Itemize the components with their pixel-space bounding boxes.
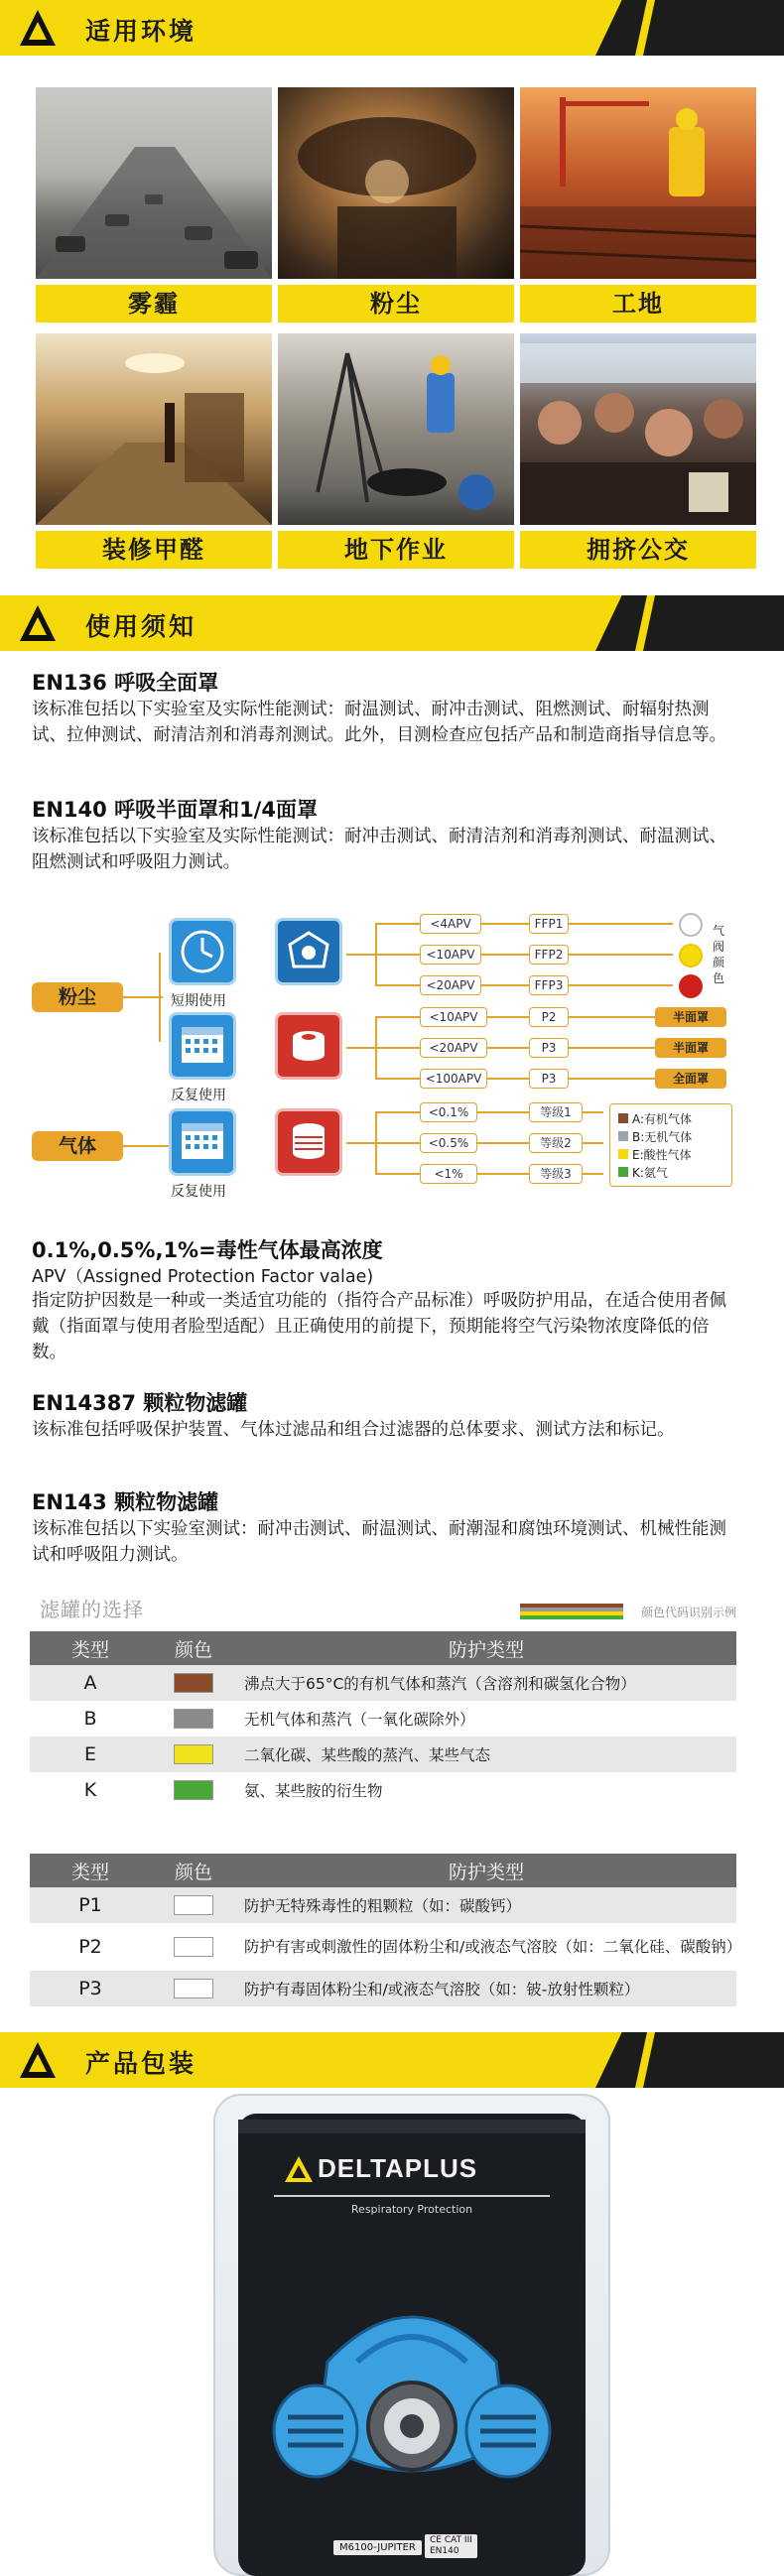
gas-category: 气体: [32, 1131, 123, 1161]
table-row: A 沸点大于65°C的有机气体和蒸汽（含溶剂和碳氢化合物）: [30, 1665, 736, 1701]
deltaplus-logo-icon: [284, 2155, 314, 2183]
ffp-pill: FFP1: [529, 914, 569, 934]
mask-type-pill: 半面罩: [655, 1007, 726, 1027]
valve-dot-yellow: [679, 944, 703, 967]
legend-item-b: B:无机气体: [618, 1128, 692, 1146]
env-label: 粉尘: [278, 285, 514, 322]
color-swatch: [174, 1780, 213, 1800]
color-swatch: [174, 1673, 213, 1693]
section-header-environment: [0, 0, 784, 56]
color-swatch: [174, 1895, 213, 1915]
env-card-bus: [520, 333, 756, 569]
smog-photo: [36, 87, 272, 279]
valve-dot-white: [679, 913, 703, 937]
valve-dot-red: [679, 974, 703, 998]
ffp-pill: FFP3: [529, 975, 569, 995]
apv-pill: <20APV: [420, 1038, 487, 1058]
en140-text: 该标准包括以下实验室及实际性能测试：耐冲击测试、耐清洁剂和消毒剂测试、耐温测试、阻燃测试和呼吸阻力测试。: [32, 827, 726, 872]
grade-pill: 等级3: [529, 1164, 583, 1184]
env-label: 雾霾: [36, 285, 272, 322]
color-swatch: [174, 1744, 213, 1764]
reuse-caption: 反复使用: [171, 1184, 226, 1200]
en136-heading: EN136 呼吸全面罩: [32, 671, 219, 695]
apv-pill: <10APV: [420, 1007, 487, 1027]
env-card-underground: [278, 333, 514, 569]
renovation-photo: [36, 333, 272, 525]
en143-heading: EN143 颗粒物滤罐: [32, 1490, 219, 1514]
legend-item-a: A:有机气体: [618, 1110, 692, 1128]
concentration-pill: <1%: [420, 1164, 477, 1184]
en143-text: 该标准包括以下实验室测试：耐冲击测试、耐温测试、耐潮湿和腐蚀环境测试、机械性能测试和呼吸阻力测试。: [32, 1519, 726, 1565]
mask-type-pill: 全面罩: [655, 1069, 726, 1089]
grade-pill: 等级2: [529, 1133, 583, 1153]
col-header-color: 颜色: [151, 1631, 236, 1665]
col-header-color: 颜色: [151, 1854, 236, 1887]
color-swatch: [174, 1937, 213, 1957]
env-label: 地下作业: [278, 531, 514, 569]
legend-item-k: K:氨气: [618, 1164, 692, 1182]
en14387-heading: EN14387 颗粒物滤罐: [32, 1391, 248, 1415]
p-class-pill: P3: [529, 1038, 569, 1058]
crowded-bus-photo: [520, 333, 756, 525]
construction-photo: [520, 87, 756, 279]
clock-icon: [169, 918, 236, 985]
table-row: K 氨、某些胺的衍生物: [83, 1779, 383, 1801]
gas-legend-box: [609, 1103, 732, 1187]
color-swatch: [174, 1709, 213, 1729]
gas-filter-table: [30, 1631, 736, 1808]
valve-color-label: 气 阀 颜 色: [713, 924, 725, 985]
product-subtitle: Respiratory Protection: [350, 2203, 473, 2216]
apv-pill: <4APV: [420, 914, 481, 934]
en140-heading: EN140 呼吸半面罩和1/4面罩: [32, 798, 318, 822]
ffp-pill: FFP2: [529, 945, 569, 965]
env-label: 装修甲醛: [36, 531, 272, 569]
dust-category: 粉尘: [32, 982, 123, 1012]
section-header-usage: [0, 595, 784, 651]
table-row: E 二氧化碳、某些酸的蒸汽、某些气态: [30, 1737, 736, 1772]
underground-photo: [278, 333, 514, 525]
col-header-protection: 防护类型: [236, 1854, 736, 1887]
cert-label: CE CAT III EN140: [425, 2534, 477, 2558]
color-code-note: 颜色代码识别示例: [641, 1606, 737, 1619]
calendar-icon: [169, 1108, 236, 1176]
disposable-mask-icon: [275, 918, 342, 985]
section-title: 使用须知: [85, 612, 197, 641]
env-label: 工地: [520, 285, 756, 322]
legend-item-e: E:酸性气体: [618, 1146, 692, 1164]
concentration-pill: <0.5%: [420, 1133, 477, 1153]
filter-selection-title: 滤罐的选择: [40, 1598, 144, 1621]
apv-pill: <100APV: [420, 1069, 487, 1089]
env-card-dust: [278, 87, 514, 322]
p-class-pill: P3: [529, 1069, 569, 1089]
section-title: 适用环境: [85, 17, 197, 46]
short-use-caption: 短期使用: [171, 993, 226, 1009]
grade-pill: 等级1: [529, 1102, 583, 1122]
calendar-icon: [169, 1012, 236, 1080]
dust-photo: [278, 87, 514, 279]
en14387-text: 该标准包括呼吸保护装置、气体过滤品和组合过滤器的总体要求、测试方法和标记。: [32, 1420, 675, 1440]
table-row: P2 防护有害或刺激性的固体粉尘和/或液态气溶胶（如：二氧化硅、碳酸钠）: [78, 1936, 742, 1958]
delta-logo-icon: [18, 8, 58, 48]
table-row: P1 防护无特殊毒性的粗颗粒（如：碳酸钙）: [30, 1887, 736, 1923]
section-header-package: [0, 2032, 784, 2088]
section-title: 产品包装: [85, 2049, 197, 2078]
gas-filter-icon: [275, 1108, 342, 1176]
product-card: [238, 2114, 586, 2576]
col-header-type: 类型: [30, 1854, 151, 1887]
reuse-caption: 反复使用: [171, 1088, 226, 1103]
apv-pill: <10APV: [420, 945, 481, 965]
delta-logo-icon: [18, 603, 58, 643]
env-card-renovation: [36, 333, 272, 569]
particle-filter-icon: [275, 1012, 342, 1080]
en136-text: 该标准包括以下实验室及实际性能测试：耐温测试、耐冲击测试、阻燃测试、耐辐射热测试、拉伸测试、耐清洁剂和消毒剂测试。此外，目测检查应包括产品和制造商指导信息等。: [32, 700, 726, 745]
apv-definition-line: APV（Assigned Protection Factor valae): [32, 1267, 374, 1287]
table-row: B 无机气体和蒸汽（一氧化碳除外）: [83, 1708, 475, 1730]
env-card-site: [520, 87, 756, 322]
model-label: M6100-JUPITER: [333, 2540, 422, 2555]
env-label: 拥挤公交: [520, 531, 756, 569]
half-mask-respirator-image: [258, 2253, 566, 2511]
delta-logo-icon: [18, 2040, 58, 2080]
mask-type-pill: 半面罩: [655, 1038, 726, 1058]
brand-name: DELTAPLUS: [318, 2153, 478, 2183]
env-card-smog: [36, 87, 272, 322]
table-row: P3 防护有毒固体粉尘和/或液态气溶胶（如：铍-放射性颗粒）: [30, 1971, 736, 2006]
concentration-pill: <0.1%: [420, 1102, 477, 1122]
p-class-pill: P2: [529, 1007, 569, 1027]
apv-pill: <20APV: [420, 975, 481, 995]
color-code-bars: [520, 1604, 623, 1619]
particle-filter-table: [30, 1854, 742, 2006]
col-header-protection: 防护类型: [236, 1631, 736, 1665]
apv-heading: 0.1%,0.5%,1%=毒性气体最高浓度: [32, 1238, 383, 1262]
col-header-type: 类型: [30, 1631, 151, 1665]
apv-text: 指定防护因数是一种或一类适宜功能的（指符合产品标准）呼吸防护用品，在适合使用者佩戴（指面罩与使用者脸型适配）且正确使用的前提下，预期能将空气污染物浓度降低的倍数。: [32, 1291, 726, 1362]
color-swatch: [174, 1979, 213, 1998]
